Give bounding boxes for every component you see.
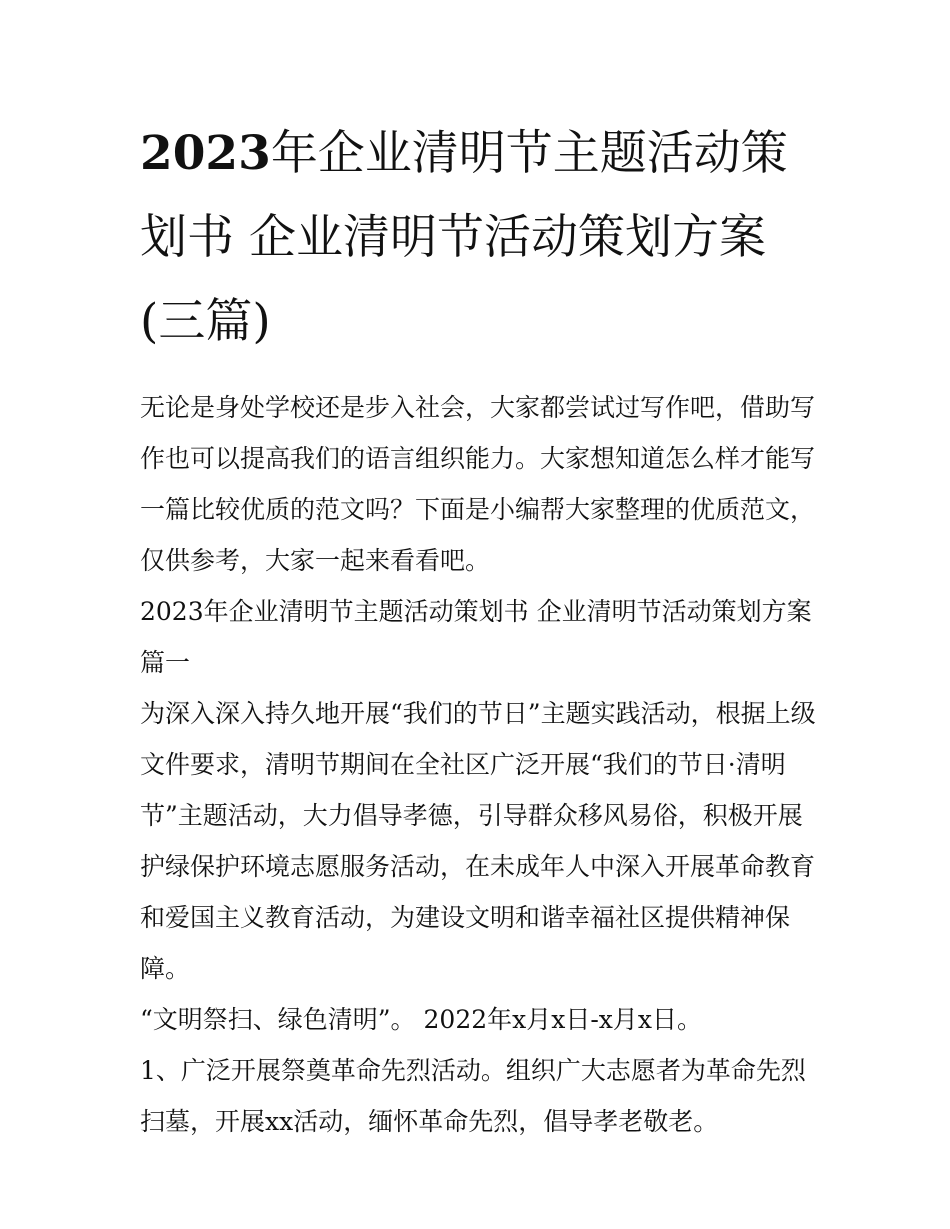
document-title <box>140 112 820 364</box>
body-paragraph: 为深入深入持久地开展“我们的节日”主题实践活动，根据上级文件要求，清明节期间在全社区广泛开展“我们的节日·清明节”主题活动，大力倡导孝德，引导群众移风易俗，积极开展护绿保护环境志愿服务活动，在未成年人中深入开展革命教育和爱国主义教育活动，为建设文明和谐幸福社区提供精神保障。 <box>140 699 816 983</box>
section-heading: 2023年企业清明节主题活动策划书 企业清明节活动策划方案篇一 <box>140 597 812 677</box>
list-item-1: 1、广泛开展祭奠革命先烈活动。组织广大志愿者为革命先烈扫墓，开展xx活动，缅怀革命先烈，倡导孝老敬老。 <box>140 1056 806 1136</box>
intro-paragraph: 无论是身处学校还是步入社会，大家都尝试过写作吧，借助写作也可以提高我们的语言组织能力。大家想知道怎么样才能写一篇比较优质的范文吗？下面是小编帮大家整理的优质范文，仅供参考，大家一起来看看吧。 <box>140 393 816 575</box>
title-year: 2023 <box>140 126 271 181</box>
theme-and-date-line: “文明祭扫、绿色清明”。 2022年x月x日-x月x日。 <box>140 1005 702 1034</box>
title-text: 年企业清明节主题活动策划书 企业清明节活动策划方案(三篇) <box>140 126 788 349</box>
document-page <box>140 112 820 1147</box>
